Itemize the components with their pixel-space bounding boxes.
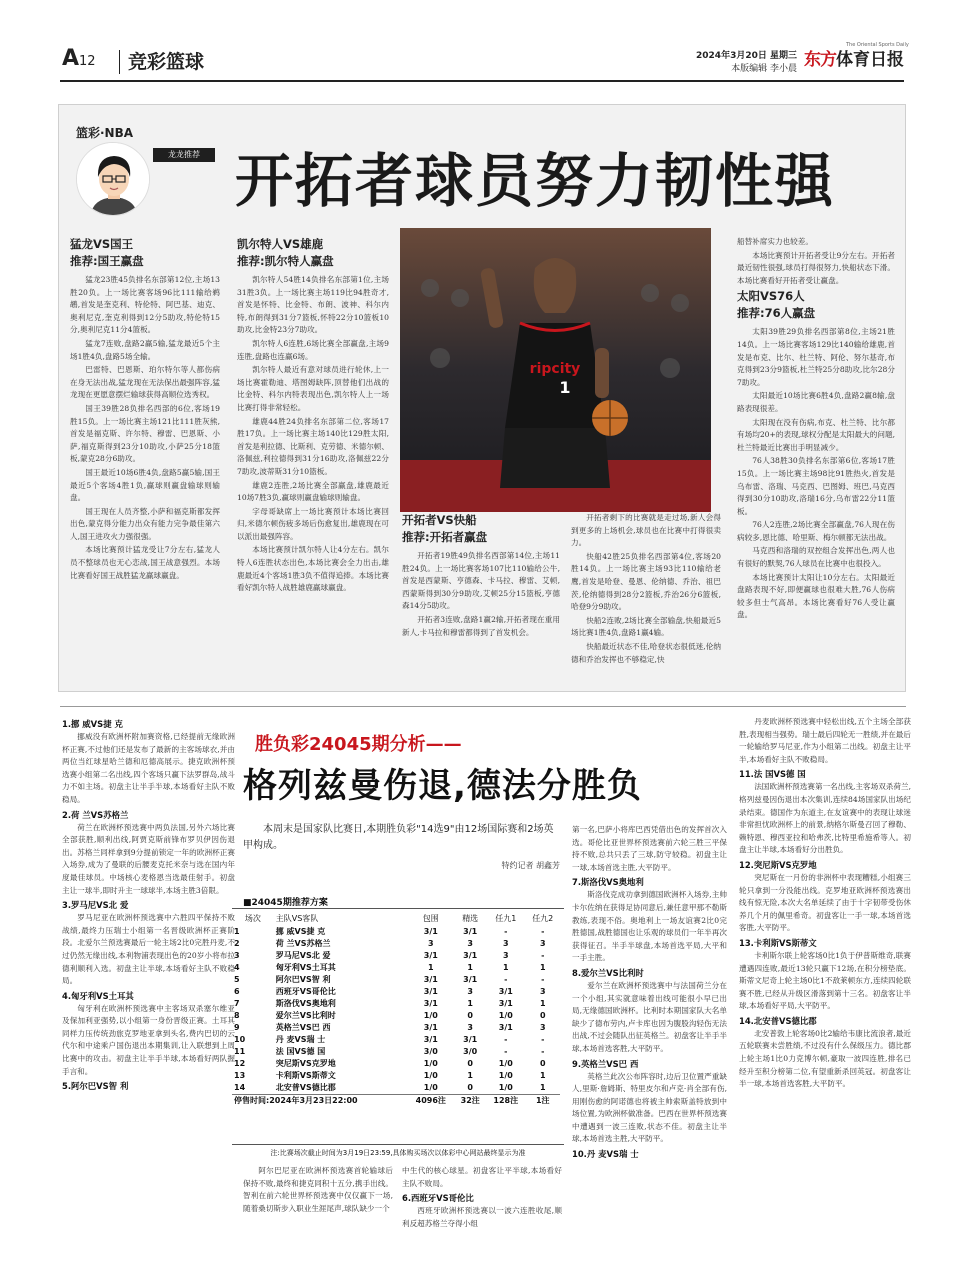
match-subheading: 11.法 国VS德 国 xyxy=(739,769,806,780)
paragraph: 本场比赛预计猛龙受让7分左右,猛龙人员不整球员也无心恋战,国王战意强烈。本场比赛看好国王战胜猛龙赢球赢盘。 xyxy=(70,545,220,580)
table-row xyxy=(232,950,560,962)
table-cell: - xyxy=(541,1035,545,1044)
table-cell: 阿尔巴VS智 利 xyxy=(275,975,331,984)
table-cell: 3/1 xyxy=(463,1035,478,1044)
paragraph: 快船2连败,2场比赛全部输盘,快船最近5场比赛1胜4负,盘路1赢4输。 xyxy=(571,615,721,638)
table-cell: 3 xyxy=(502,951,509,960)
table-cell: 3/1 xyxy=(463,927,478,936)
table-cell: 4096注 xyxy=(407,1095,454,1108)
lottery-lead: 本周末是国家队比赛日,本期胜负彩"14选9"由12场国际赛和2场英甲构成。 xyxy=(243,824,554,851)
table-cell: 3/1 xyxy=(423,975,438,984)
paragraph: 船替补席实力也较差。 xyxy=(737,237,813,246)
table-cell: 3 xyxy=(539,939,546,948)
paragraph: 76人38胜30负排名东部第6位,客场17胜15负。上一场比赛主场98比91胜热火,首发是乌布雷、洛瑞、马克西、巴图姆、班巴,马克西得到30分10助攻,洛瑞16分,乌布雷22分11篮板。 xyxy=(737,456,895,516)
article-column xyxy=(571,512,721,667)
table-row xyxy=(232,1022,560,1034)
table-cell: 1 xyxy=(467,999,473,1008)
table-cell: 0 xyxy=(539,1011,546,1020)
table-cell: 罗马尼VS北 爱 xyxy=(275,951,331,960)
paragraph: 国王39胜28负排名西部的6位,客场19胜15负。上一场比赛主场121比111胜灰熊,首发是福克斯、许尔特、穆雷、巴恩斯、小萨,福克斯得到23分10助攻,小萨25分18篮板,蒙克28分6助攻。 xyxy=(70,403,220,464)
table-row xyxy=(232,1046,560,1058)
match-pick: 推荐:76人赢盘 xyxy=(737,306,816,321)
match-subheading: 5.阿尔巴VS智 利 xyxy=(62,1081,129,1092)
paragraph: 雄鹿44胜24负排名东部第二位,客场17胜17负。上一场比赛主场140比129胜太阳,首发是利拉德、比斯利、克劳德、米德尔顿、洛佩兹,利拉德得到31分16助攻,洛佩兹22分7助攻,波蒂斯31分10篮板。 xyxy=(237,416,389,476)
lottery-headline: 格列兹曼伤退,德法分胜负 xyxy=(243,766,642,806)
table-cell: 10 xyxy=(234,1035,246,1044)
paragraph: 太阳39胜29负排名西部第8位,主场21胜14负。上一场比赛客场129比140输给雄鹿,首发是布克、比尔、杜兰特、阿伦、努尔基奇,布克得到23分9篮板,杜兰特25分8助攻,比尔28分7助攻。 xyxy=(737,327,895,387)
table-cell: 8 xyxy=(234,1011,240,1020)
article-column xyxy=(243,1165,393,1216)
table-cell: - xyxy=(541,1047,545,1056)
paragraph: 太阳现在没有伤病,布克、杜兰特、比尔都有场均20+的表现,球权分配是太阳最大的问题,杜兰特最近比赛出手明显减少。 xyxy=(737,417,895,452)
page-num: 12 xyxy=(79,54,96,69)
table-cell: 0 xyxy=(467,1059,473,1068)
match-pick: 推荐:开拓者赢盘 xyxy=(402,530,488,544)
match-subheading: 6.西班牙VS哥伦比 xyxy=(402,1193,474,1204)
feature-kicker: 篮彩·NBA xyxy=(76,126,134,140)
match-pick: 推荐:国王赢盘 xyxy=(70,254,144,268)
table-cell: 1/0 xyxy=(498,1071,513,1080)
paragraph: 北安普敦上轮客场0比2输给韦康比流浪者,最近五轮联赛未尝胜绩,不过没有什么保级压力。德比郡上轮主场1比0力克博尔顿,豪取一波四连胜,排名已经升至积分榜第二位,有望重新杀回英冠。初盘客让半一球,本场首选客胜,大平防平。 xyxy=(739,1028,911,1089)
match-subheading: 8.爱尔兰VS比利时 xyxy=(572,967,644,978)
author-byline: 龙龙推荐 xyxy=(153,148,215,162)
paragraph: 凯尔特人6连胜,6场比赛全部赢盘,主场9连胜,盘路也连赢6场。 xyxy=(237,338,389,361)
table-cell: - xyxy=(541,975,545,984)
article-column xyxy=(572,824,727,1161)
masthead-rule xyxy=(60,80,904,82)
article-column xyxy=(402,512,560,640)
match-pick: 推荐:凯尔特人赢盘 xyxy=(237,254,334,268)
col-header: 包围 xyxy=(422,914,439,923)
paragraph: 国王最近10场6胜4负,盘路5赢5输,国王最近5个客场4胜1负,赢球则赢盘输球则输盘。 xyxy=(70,467,220,503)
table-row xyxy=(232,938,560,950)
paragraph: 突尼斯在一月份的非洲杯中表现糟糕,小组赛三轮只拿到一分没能出线。克罗地亚欧洲杯预选赛出线有惊无险,本次大名单延续了由于十字韧带受伤休养几个月的佩里希奇。初盘客让一手一球,本场首选客胜,大平防平。 xyxy=(739,872,911,933)
paragraph: 匈牙利在欧洲杯预选赛中主客场双杀塞尔维亚及保加利亚强势,以小组第一身份晋级正赛。土耳其同样力压传统劲旅克罗地亚拿到头名,费内巴切的云代尔和中途乘户国伤退出本期集训,让入联想到上周比赛中的攻击。初盘主让半手半球,本场看好两队握手言和。 xyxy=(62,1003,235,1076)
match-subheading: 14.北安普VS德比郡 xyxy=(739,1015,817,1026)
paragraph: 丹麦欧洲杯预选赛中轻松出线,五个主场全部获胜,表现相当强势。瑞士最后四轮无一胜绩,并在最后一轮输给罗马尼亚,作为小组第二出线。初盘主让平半,本场看好主队不败稳局。 xyxy=(739,717,911,764)
paragraph: 本场比赛预计开拓者受让9分左右。开拓者最近韧性很强,球员打得很努力,快船状态下滑。本场比赛看好开拓者受让赢盘。 xyxy=(737,250,895,285)
table-cell: 9 xyxy=(234,1023,240,1032)
table-cell: 3 xyxy=(539,987,546,996)
match-heading: 开拓者VS快船 xyxy=(402,513,477,527)
paragraph: 卡利斯尔联上轮客场0比1负于伊普斯维奇,联赛遭遇四连败,最近13轮只赢下12场,在积分榜垫底。斯蒂文尼奇上轮主场0比1不敌莱顿东方,连续四轮联赛不胜,已经从升级区滑落到第十三名。初盘客让半球,本场看好平局,大平防平。 xyxy=(739,950,911,1011)
table-cell: - xyxy=(504,927,508,936)
table-cell: 荷 兰VS苏格兰 xyxy=(275,939,331,948)
match-subheading: 4.匈牙利VS土耳其 xyxy=(62,990,134,1001)
paragraph: 英格兰此次公布阵容时,边后卫位置严重缺人,里斯·詹姆斯、特里皮尔和卢克·肖全部有伤,用刚伤愈的阿诺德也将被主帅索斯盖特放到中场位置,为欧洲杯做准备。巴西在世界杯预选赛中遭遇到一波三连败,状态不佳。初盘主让半球,本场首选主胜,大平防平。 xyxy=(572,1071,727,1144)
table-cell: 0 xyxy=(539,1059,546,1068)
table-cell: 英格兰VS巴 西 xyxy=(275,1023,331,1032)
article-column xyxy=(62,716,235,1093)
svg-text:ripcity: ripcity xyxy=(529,361,581,377)
reporter-byline: 特约记者 胡鑫芳 xyxy=(501,861,560,870)
table-cell: 1注 xyxy=(525,1095,560,1108)
table-cell: 2 xyxy=(234,939,240,948)
table-cell: 6 xyxy=(234,987,240,996)
table-cell: - xyxy=(504,1035,508,1044)
paragraph: 快船42胜25负排名西部第4位,客场20胜14负。上一场比赛主场93比110输给老鹰,首发是哈登、曼恩、伦纳德、乔治、祖巴茨,伦纳德得到28分2篮板,乔治26分6篮板,哈登9分9助攻。 xyxy=(571,551,721,612)
table-cell: 3/1 xyxy=(423,1023,438,1032)
table-row xyxy=(232,986,560,998)
article-column xyxy=(237,236,389,596)
paragraph: 太阳最近10场比赛6胜4负,盘路2赢8输,盘路表现很差。 xyxy=(737,391,895,413)
paragraph: 开拓者19胜49负排名西部第14位,主场11胜24负。上一场比赛客场107比110输给公牛,首发是西蒙斯、亨德森、卡马拉、穆雷、艾顿,西蒙斯得到30分9助攻,艾顿25分15篮板,亨德森14分5助攻。 xyxy=(402,551,560,611)
table-note: 注:比赛场次截止时间为3月19日23:59,具体购买场次以体彩中心网站最终显示为准 xyxy=(270,1149,526,1157)
table-cell: 0 xyxy=(467,1083,473,1092)
table-cell: 14 xyxy=(234,1083,246,1092)
table-cell: 1 xyxy=(502,963,509,972)
table-cell: 3/1 xyxy=(498,999,513,1008)
match-subheading: 3.罗马尼VS北 爱 xyxy=(62,900,129,911)
table-row xyxy=(232,974,560,986)
match-heading: 太阳VS76人 xyxy=(737,289,805,304)
section-title: 竞彩篮球 xyxy=(128,51,205,73)
table-row xyxy=(232,962,560,974)
paragraph: 开拓者3连败,盘路1赢2输,开拓者现在重用新人,卡马拉和穆雷都得到了首发机会。 xyxy=(402,614,560,637)
paragraph: 中生代的核心球星。初盘客让平半球,本场看好主队不败局。 xyxy=(402,1166,562,1188)
table-cell: 11 xyxy=(234,1047,246,1056)
issue-date: 2024年3月20日 星期三 xyxy=(696,51,797,61)
match-subheading: 10.丹 麦VS瑞 士 xyxy=(572,1149,639,1160)
table-cell: 1/0 xyxy=(498,1083,513,1092)
table-cell: 3/1 xyxy=(423,927,438,936)
logo-subtitle: The Oriental Sports Daily xyxy=(846,42,909,48)
match-heading: 凯尔特人VS雄鹿 xyxy=(237,237,324,251)
table-cell: 1 xyxy=(467,963,473,972)
author-avatar xyxy=(76,142,150,216)
table-cell: 1/0 xyxy=(498,1011,513,1020)
table-row xyxy=(232,1070,560,1082)
page-letter: A xyxy=(62,46,80,71)
paragraph: 荷兰在欧洲杯预选赛中两负法国,另外六场比赛全部获胜,顺利出线,阿贾克斯前锋布罗贝伊因伤退出。苏格兰同样拿到9分提前锁定一年的欧洲杯正赛入场券,成为了曼联的后腰麦克托米奈与选在国内年度最佳球员。中场核心麦格恩当选最佳射手。初盘主让一球半,即时升主一球球半,本场主胜3倍限。 xyxy=(62,822,235,895)
match-subheading: 1.挪 威VS捷 克 xyxy=(62,719,123,729)
logo-black-text: 体育日报 xyxy=(836,50,904,70)
col-header: 主队VS客队 xyxy=(275,914,319,923)
table-row xyxy=(232,1082,560,1095)
page-editor: 本版编辑 李小晨 xyxy=(731,64,797,74)
table-cell: 1 xyxy=(428,963,434,972)
table-cell: 北安普VS德比郡 xyxy=(275,1083,336,1092)
logo-red-text: 东方 xyxy=(804,50,836,70)
col-header: 任九2 xyxy=(532,914,554,923)
paragraph: 爱尔兰在欧洲杯预选赛中与法国荷兰分在一个小组,其实就意味着出线可能很小早已出局,无缘德国欧洲杯。比利时本期国家队大名单缺少了德布劳内,卢卡库也因为腹股沟轻伤无法出战,不过会随队出征英格兰。初盘客让半手半球,本场首选客胜,大平防平。 xyxy=(572,980,727,1053)
table-cell: 1/0 xyxy=(423,1059,438,1068)
table-cell: 突尼斯VS克罗地 xyxy=(275,1059,336,1068)
table-cell: 西班牙VS哥伦比 xyxy=(275,987,336,996)
paragraph: 马克西和洛瑞的双控组合发挥出色,两人也有很好的默契,76人球员在比赛中也很投入。 xyxy=(737,546,895,569)
paragraph: 猛龙23胜45负排名东部第12位,主场13胜20负。上一场比赛客场96比111输给鹈鹕,首发是奎克利、特伦特、阿巴基、迪克、奥利尼克,奎克利得到12分5助攻,特伦特15分,奥利尼克11分4篮板。 xyxy=(70,275,220,335)
match-subheading: 2.荷 兰VS苏格兰 xyxy=(62,809,129,820)
plan-label: ■24045期推荐方案 xyxy=(243,898,328,908)
table-cell: 0 xyxy=(467,1011,473,1020)
paragraph: 本场比赛预计凯尔特人让4分左右。凯尔特人6连胜状态出色,本场比赛会全力出击,雄鹿最近4个客场1胜3负不值得追捧。本场比赛看好凯尔特人战胜雄鹿赢球赢盘。 xyxy=(237,545,389,593)
table-cell: 3/1 xyxy=(423,951,438,960)
paragraph: 国王现在人员齐整,小萨和福克斯都发挥出色,蒙克得分能力出众有能力完争最佳第六人,国王进攻火力强很强。 xyxy=(70,506,220,541)
paragraph: 76人2连胜,2场比赛全部赢盘,76人现在伤病较多,恩比德、哈里斯、梅尔顿都无法出战。 xyxy=(737,520,895,542)
table-cell: 4 xyxy=(234,963,240,972)
table-cell: 3 xyxy=(467,1023,473,1032)
lottery-subtitle: 胜负彩24045期分析—— xyxy=(255,734,462,755)
col-header: 场次 xyxy=(244,914,261,923)
player-photo xyxy=(400,228,711,512)
table-cell: 3 xyxy=(467,939,473,948)
table-row xyxy=(232,926,560,938)
table-cell: - xyxy=(504,975,508,984)
paragraph: 法国欧洲杯预选赛第一名出线,主客场双杀荷兰,格列兹曼因伤退出本次集训,连续84场国家队出场纪录结束。德国作为东道主,在友谊赛中的表现让球迷非常担忧欧洲杯上的前景,纳格尔斯曼召回了穆勒、赖特恩、穆西亚拉和哈弗茨,比特里希施希等人。初盘主让半球,本场看好分出胜负。 xyxy=(739,782,911,855)
table-cell: 3 xyxy=(234,951,240,960)
table-cell: - xyxy=(541,927,545,936)
match-subheading: 7.斯洛伐VS奥地利 xyxy=(572,877,644,888)
table-cell: 1/0 xyxy=(423,1083,438,1092)
table-cell: 法 国VS德 国 xyxy=(275,1047,326,1056)
paragraph: 西班牙欧洲杯预选赛以一波六连胜收尾,顺利反超苏格兰夺得小组 xyxy=(402,1206,562,1228)
paragraph: 雄鹿2连胜,2场比赛全部赢盘,雄鹿最近10场7胜3负,赢球则赢盘输球则输盘。 xyxy=(237,480,389,503)
table-row xyxy=(232,1058,560,1070)
table-row xyxy=(232,998,560,1010)
table-cell: 卡利斯VS斯蒂文 xyxy=(275,1071,336,1080)
match-subheading: 12.突尼斯VS克罗地 xyxy=(739,859,817,870)
table-cell: 3 xyxy=(502,939,509,948)
table-cell: 3 xyxy=(428,939,434,948)
article-column xyxy=(739,716,911,1092)
table-cell: 3/1 xyxy=(498,1023,513,1032)
table-cell: - xyxy=(541,951,545,960)
table-cell: 12 xyxy=(234,1059,246,1068)
table-cell: 斯洛伐VS奥地利 xyxy=(275,999,336,1008)
table-cell: 1 xyxy=(539,963,546,972)
table-total-row xyxy=(232,1095,560,1108)
table-cell: 5 xyxy=(234,975,240,984)
table-cell: 挪 威VS捷 克 xyxy=(275,927,326,936)
table-cell: 13 xyxy=(234,1071,246,1080)
table-cell: 1 xyxy=(539,999,546,1008)
table-cell: 1/0 xyxy=(498,1059,513,1068)
newspaper-logo xyxy=(804,42,909,75)
recommendation-table xyxy=(232,912,560,1107)
article-column xyxy=(737,236,895,623)
paragraph: 挪威没有欧洲杯附加赛资格,已经提前无缘欧洲杯正赛,不过他们还是发布了最新的主客场球衣,并由两位当红球星哈兰德和厄德高展示。捷克欧洲杯预选赛小组第二名出线,四个客场只赢下法罗群岛,战斗力不如主场。初盘主让半手半球,本场看好主队不败稳局。 xyxy=(62,732,235,804)
table-cell: 3 xyxy=(467,987,473,996)
match-subheading: 13.卡利斯VS斯蒂文 xyxy=(739,937,817,948)
table-cell: 丹 麦VS瑞 士 xyxy=(275,1035,326,1044)
table-cell: 1/0 xyxy=(423,1011,438,1020)
table-cell: 3/1 xyxy=(423,987,438,996)
masthead-divider xyxy=(119,50,120,74)
match-heading: 猛龙VS国王 xyxy=(70,237,134,251)
paragraph: 快船最近状态不佳,哈登状态很低迷,伦纳德和乔治发挥也不够稳定,快 xyxy=(571,641,721,664)
table-cell: 匈牙利VS土耳其 xyxy=(275,963,336,972)
col-header: 任九1 xyxy=(495,914,517,923)
paragraph: 阿尔巴尼亚在欧洲杯预选赛首轮输球后保持不败,最终和捷克同积十五分,携手出线。智利在前六轮世界杯预选赛中仅仅赢下一场,随着桑切斯步入职业生涯尾声,球队缺少一个 xyxy=(243,1166,393,1213)
table-row xyxy=(232,1034,560,1046)
paragraph: 字母哥缺席上一场比赛预计本场比赛回归,米德尔顿伤疲多场后伤愈复出,雄鹿现在可以派出最强阵容。 xyxy=(237,506,389,541)
table-cell: 1/0 xyxy=(423,1071,438,1080)
table-cell: 爱尔兰VS比利时 xyxy=(275,1011,336,1020)
table-cell: 3 xyxy=(539,1023,546,1032)
paragraph: 罗马尼亚在欧洲杯预选赛中六胜四平保持不败战绩,最终力压瑞士小组第一名晋级欧洲杯正赛阶段。北爱尔兰预选赛最后一轮主场2比0完胜丹麦,不过仍然无缘出线,本利物浦表现出色的20岁小将布拉德利顺利入选。初盘主让半球,本场看好主队不败稳局。 xyxy=(62,913,235,986)
svg-text:1: 1 xyxy=(559,378,571,397)
table-cell: 3/0 xyxy=(423,1047,438,1056)
table-cell: 3/1 xyxy=(423,1035,438,1044)
table-cell: 3/1 xyxy=(463,975,478,984)
paragraph: 斯洛伐克成功拿到德国欧洲杯入场券,主帅卡尔佐纳在获得足协同意后,兼任意甲那不勒斯教练,表现不俗。奥地利上一场友谊赛2比0完胜德国,战胜德国也让乐观的球员们一年半再次获得征召。半手半球盘,本场首选平局,大平和一手主胜。 xyxy=(572,890,727,963)
table-cell: 1 xyxy=(467,1071,473,1080)
table-cell: 1 xyxy=(234,927,240,936)
section-divider xyxy=(60,706,906,707)
match-subheading: 9.英格兰VS巴 西 xyxy=(572,1058,639,1069)
article-column xyxy=(70,236,220,583)
article-column xyxy=(402,1165,562,1231)
paragraph: 凯尔特人最近有意对球员进行轮休,上一场比赛霍勒迪、塔图姆缺阵,顶替他们出战的比金特、科尔内特表现出色,凯尔特人上一场比赛打得非常轻松。 xyxy=(237,365,389,412)
table-cell: 3/1 xyxy=(423,999,438,1008)
paragraph: 巴雷特、巴恩斯、珀尔特尔等人都伤病在身无法出战,猛龙现在无法保出最强阵容,猛龙现在更愿意摆烂输球获得高顺位选秀权。 xyxy=(70,365,220,400)
table-cell: 128注 xyxy=(486,1095,525,1108)
table-cell: 32注 xyxy=(454,1095,486,1108)
paragraph: 本场比赛预计太阳让10分左右。太阳最近盘路表现不好,即便赢球也很难大胜,76人伤病较多但士气高昂。本场比赛看好76人受让赢盘。 xyxy=(737,572,895,620)
page-number xyxy=(62,46,96,71)
table-cell: - xyxy=(504,1047,508,1056)
table-cell: 1 xyxy=(539,1071,546,1080)
paragraph: 第一名,巴萨小将库巴西凭借出色的发挥首次入选。哥伦比亚世界杯预选赛前六轮三胜三平保持不败,总共只丢了三球,防守较稳。初盘主让一球,本场首选主胜,大平防平。 xyxy=(572,825,727,872)
table-cell: 7 xyxy=(234,999,240,1008)
paragraph: 开拓者剩下的比赛就是走过场,新人会得到更多的上场机会,球员也在比赛中打得很卖力。 xyxy=(571,513,721,548)
table-cell: 3/1 xyxy=(498,987,513,996)
table-cell: 1 xyxy=(539,1083,546,1092)
table-cell: 3/1 xyxy=(463,951,478,960)
feature-headline: 开拓者球员努力韧性强 xyxy=(235,147,836,215)
table-cell: 停售时间:2024年3月23日22:00 xyxy=(232,1095,407,1108)
paragraph: 猛龙7连败,盘路2赢5输,猛龙最近5个主场1胜4负,盘路5场全输。 xyxy=(70,338,220,361)
table-header-row xyxy=(232,912,560,926)
col-header: 精选 xyxy=(462,914,479,923)
paragraph: 凯尔特人54胜14负排名东部第1位,主场31胜3负。上一场比赛主场119比94胜奇才,首发是怀特、比金特、布朗、波神、科尔内特,布朗得到31分7篮板,怀特22分10篮板10助攻,比金特23分7助攻。 xyxy=(237,275,389,335)
table-cell: 3/0 xyxy=(463,1047,478,1056)
table-row xyxy=(232,1010,560,1022)
